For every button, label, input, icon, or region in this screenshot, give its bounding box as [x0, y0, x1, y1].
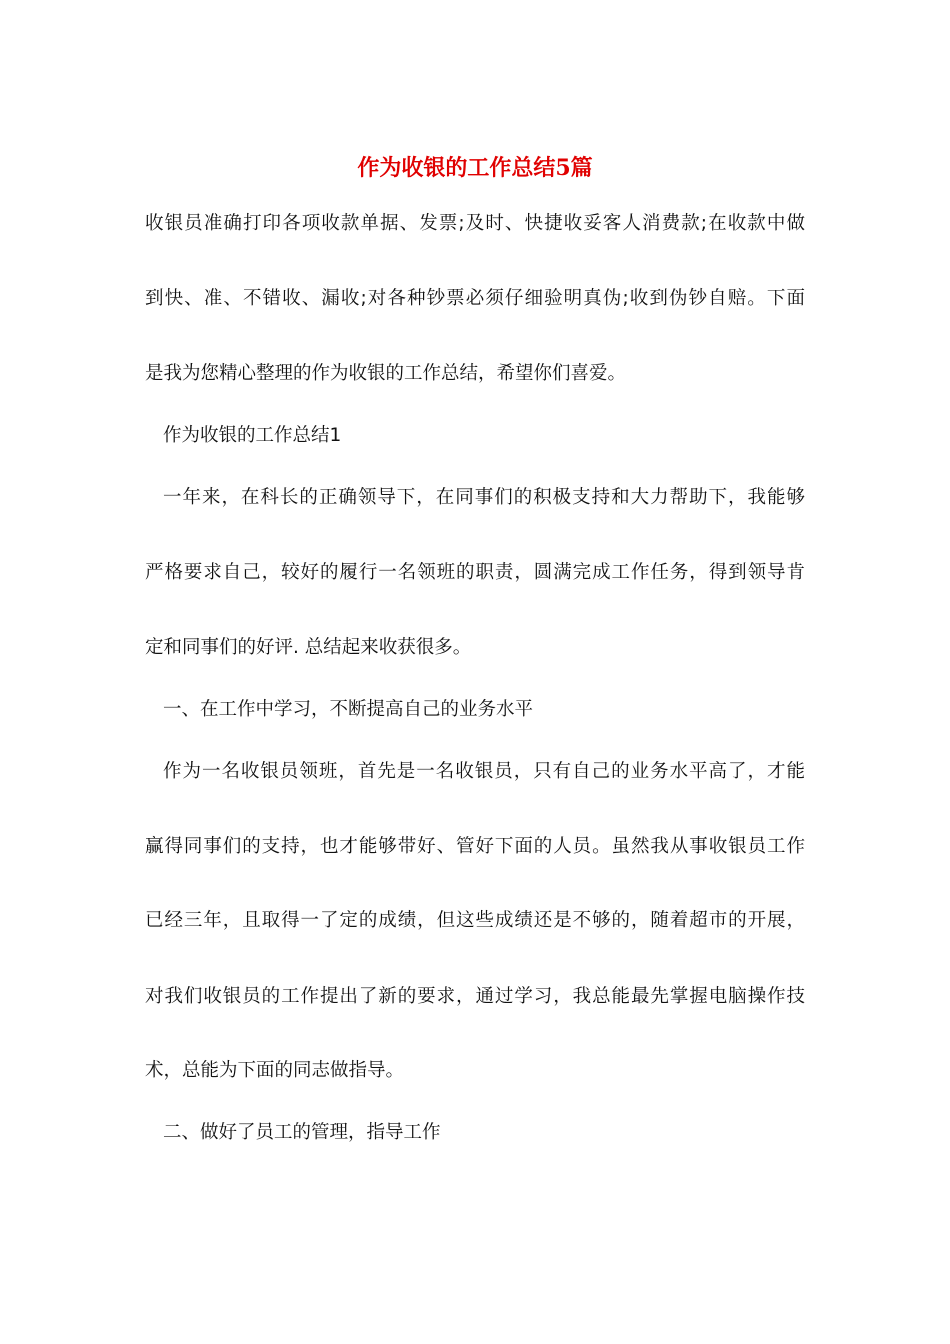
section-heading: 二、做好了员工的管理，指导工作	[163, 1122, 441, 1143]
paragraph-line: 术，总能为下面的同志做指导。	[145, 1060, 405, 1081]
paragraph-line: 作为一名收银员领班，首先是一名收银员，只有自己的业务水平高了，才能	[163, 761, 805, 782]
paragraph-line: 已经三年，且取得一了定的成绩，但这些成绩还是不够的，随着超市的开展，	[145, 910, 805, 931]
paragraph-line: 是我为您精心整理的作为收银的工作总结，希望你们喜爱。	[145, 363, 627, 384]
paragraph-line: 到快、准、不错收、漏收;对各种钞票必须仔细验明真伪;收到伪钞自赔。下面	[145, 288, 805, 309]
paragraph-line: 严格要求自己，较好的履行一名领班的职责，圆满完成工作任务，得到领导肯	[145, 562, 805, 583]
document-title: 作为收银的工作总结5篇	[357, 155, 593, 181]
section-heading: 作为收银的工作总结1	[163, 425, 342, 446]
paragraph-line: 对我们收银员的工作提出了新的要求，通过学习，我总能最先掌握电脑操作技	[145, 986, 805, 1007]
paragraph-line: 一年来，在科长的正确领导下，在同事们的积极支持和大力帮助下，我能够	[163, 487, 805, 508]
paragraph-line: 定和同事们的好评. 总结起来收获很多。	[145, 637, 472, 658]
paragraph-line: 收银员准确打印各项收款单据、发票;及时、快捷收妥客人消费款;在收款中做	[145, 213, 805, 234]
paragraph-line: 赢得同事们的支持，也才能够带好、管好下面的人员。虽然我从事收银员工作	[145, 836, 805, 857]
section-heading: 一、在工作中学习，不断提高自己的业务水平	[163, 699, 534, 720]
